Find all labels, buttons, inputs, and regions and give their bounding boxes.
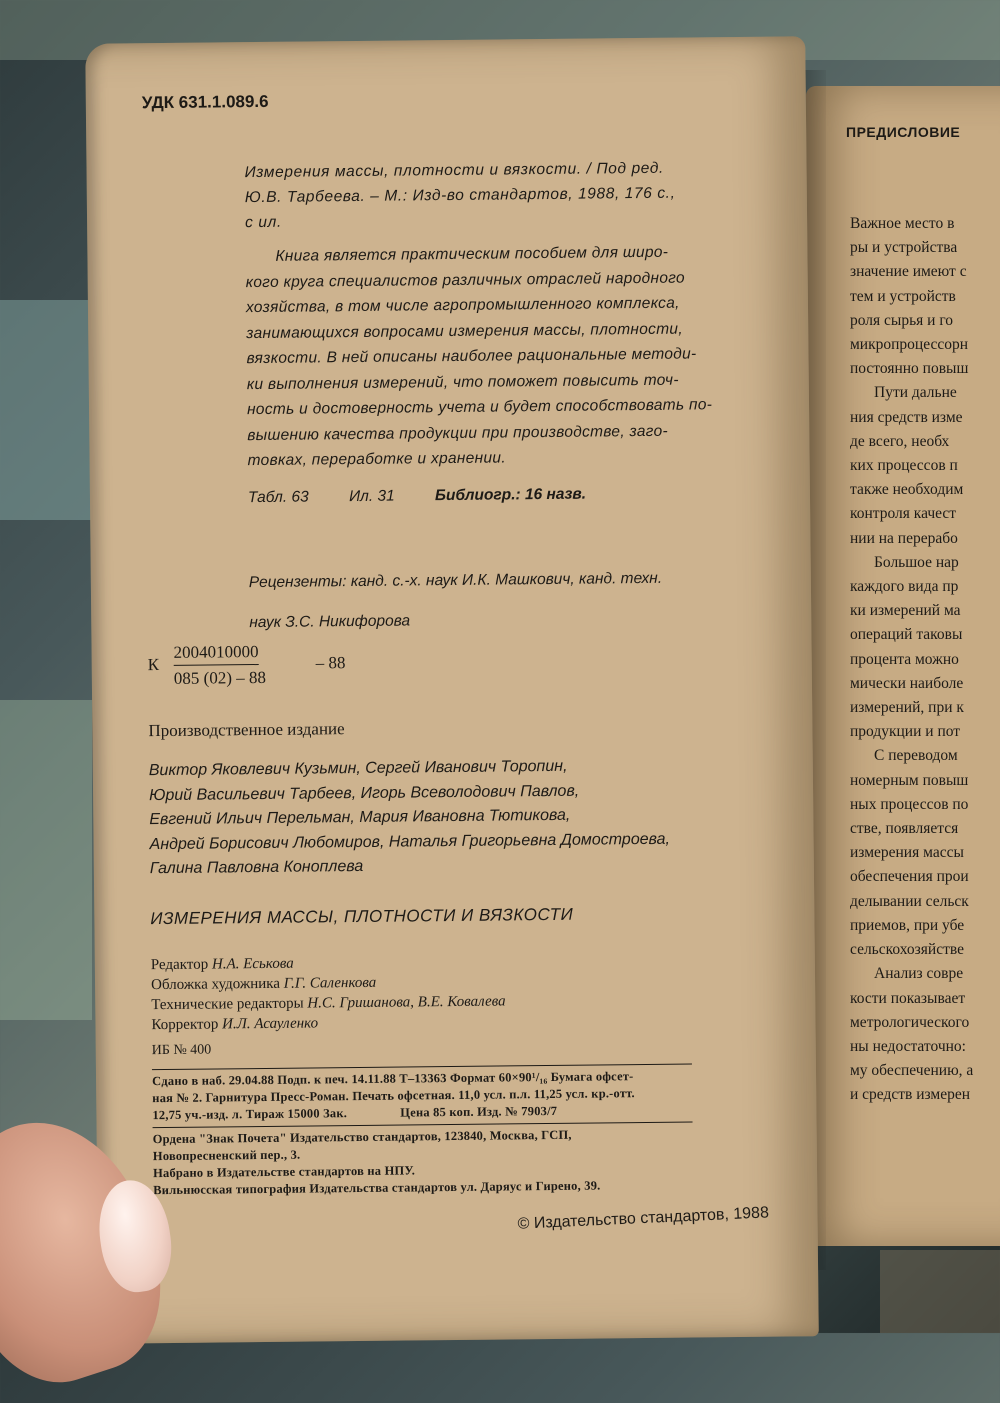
credit-name: Г.Г. Саленкова — [283, 974, 377, 992]
printing-line: 12,75 уч.-изд. л. Тираж 15000 Зак. Цена 85 коп. Изд. № 7903/7 — [152, 1103, 558, 1123]
credit-role: Редактор — [150, 956, 209, 974]
price-code-tail: – 88 — [315, 653, 346, 673]
reviewers-line: Рецензенты: канд. с.-х. наук И.К. Машкович, канд. техн. — [248, 569, 663, 591]
right-page-line: ких процессов п — [850, 457, 958, 475]
blanket-left-patch-lower — [0, 700, 92, 1020]
counts-line — [248, 485, 622, 507]
illustrations-count: Ил. 31 — [348, 487, 395, 506]
bibliography-count: Библиогр.: 16 назв. — [434, 485, 587, 505]
biblio-line: с ил. — [245, 213, 282, 232]
biblio-line: Измерения массы, плотности и вязкости. / Под ред. — [244, 159, 664, 182]
price-code-numerator: 2004010000 — [173, 642, 258, 666]
right-page-line: де всего, необх — [850, 432, 950, 450]
right-page-line: контроля качест — [850, 505, 957, 523]
abstract-line: кого круга специалистов различных отраслей народного — [245, 269, 685, 291]
credit-role: Корректор — [151, 1016, 219, 1034]
authors-line: Виктор Яковлевич Кузьмин, Сергей Иванович Торопин, — [148, 757, 568, 780]
right-page-line: номерным повыш — [850, 771, 969, 789]
abstract-line: ки выполнения измерений, что поможет повысить точ- — [246, 371, 679, 393]
bibliographic-record — [244, 156, 675, 236]
reviewers-line: наук З.С. Никифорова — [249, 612, 411, 632]
reviewers — [249, 550, 663, 651]
abstract-line: занимающихся вопросами измерения массы, плотности, — [246, 320, 683, 342]
publisher-line: Новопресненский пер., 3. — [152, 1147, 301, 1164]
authors-line: Евгений Ильич Перельман, Мария Ивановна Тютикова, — [149, 806, 571, 829]
publisher-line: Ордена "Знак Почета" Издательство стандартов, 123840, Москва, ГСП, — [152, 1127, 572, 1147]
right-page-line: микропроцессорн — [850, 336, 969, 354]
tables-count: Табл. 63 — [247, 488, 309, 507]
price-code-denominator: 085 (02) – 88 — [173, 667, 267, 688]
copyright: © Издательство стандартов, 1988 — [517, 1204, 770, 1233]
credit-role: Технические редакторы — [151, 995, 304, 1014]
right-page — [806, 86, 1000, 1246]
printing-line: Сдано в наб. 29.04.88 Подп. к печ. 14.11.88 Т–13363 Формат 60×90¹/₁₆ Бумага офсет- — [152, 1069, 634, 1089]
credits — [151, 951, 506, 1035]
right-page-line: тем и устройств — [850, 287, 956, 305]
abstract-line: вязкости. В ней описаны наиболее рациональные методи- — [246, 345, 697, 368]
authors-line: Галина Павловна Коноплева — [149, 857, 364, 878]
right-page-line: каждого вида пр — [850, 578, 959, 596]
right-page-line: му обеспечению, а — [850, 1062, 974, 1080]
right-page-line: нии на перерабо — [850, 529, 958, 547]
right-page-line: ки измерений ма — [850, 602, 961, 620]
abstract-line: хозяйства, в том числе агропромышленного комплекса, — [245, 294, 680, 317]
abstract-line: товках, переработке и хранении. — [247, 449, 506, 470]
right-page-line: ных процессов по — [850, 795, 969, 813]
right-page-line: роля сырья и го — [850, 311, 954, 329]
right-page-line: ны недостаточно: — [850, 1037, 966, 1055]
edition-type: Производственное издание — [148, 719, 345, 741]
right-page-line: значение имеют с — [850, 263, 967, 281]
right-page-line: стве, появляется — [850, 820, 959, 838]
credit-proofreader — [151, 1011, 506, 1035]
blanket-bottom-right — [880, 1250, 1000, 1333]
left-page — [85, 36, 819, 1343]
right-page-line: операций таковы — [850, 626, 963, 644]
credit-role: Обложка художника — [150, 975, 281, 994]
right-page-line: сельскохозяйстве — [850, 941, 964, 959]
right-page-line: Важное место в — [850, 215, 955, 232]
right-page-line: продукции и пот — [850, 723, 961, 741]
right-page-line: С переводом — [874, 747, 958, 765]
abstract-line: ность и достоверность учета и будет способствовать по- — [246, 396, 713, 419]
right-page-line: измерения массы — [850, 844, 964, 862]
authors-line: Андрей Борисович Любомиров, Наталья Григорьевна Домостроева, — [149, 830, 671, 853]
credit-name: Н.А. Еськова — [211, 955, 294, 973]
right-page-heading: ПРЕДИСЛОВИЕ — [846, 124, 961, 140]
abstract-line: Книга является практическим пособием для широ- — [275, 243, 669, 265]
right-page-line: делывании сельск — [850, 892, 969, 910]
book-title: ИЗМЕРЕНИЯ МАССЫ, ПЛОТНОСТИ И ВЯЗКОСТИ — [150, 904, 574, 929]
right-page-line: обеспечения прои — [850, 868, 969, 886]
credit-name: И.Л. Асауленко — [222, 1015, 319, 1033]
authors-line: Юрий Васильевич Тарбеев, Игорь Всеволодович Павлов, — [148, 782, 580, 804]
right-page-line: измерений, при к — [850, 699, 964, 717]
right-page-line: мически наиболе — [850, 674, 964, 692]
credit-name: Н.С. Гришанова, В.Е. Ковалева — [307, 993, 506, 1012]
authors-list — [149, 754, 671, 882]
right-page-body — [850, 212, 973, 1108]
right-page-line: ры и устройства — [850, 239, 958, 257]
publisher-line: Вильнюсская типография Издательства стандартов ул. Даряус и Гирено, 39. — [153, 1178, 601, 1198]
right-page-line: процента можно — [850, 650, 959, 668]
right-page-line: также необходим — [850, 481, 964, 499]
abstract — [245, 239, 713, 473]
right-page-line: Большое нар — [874, 553, 959, 571]
right-page-line: ния средств изме — [850, 408, 963, 426]
blanket-left-patch — [0, 300, 92, 520]
udk-code: УДК 631.1.089.6 — [141, 91, 269, 113]
biblio-line: Ю.В. Тарбеева. – М.: Изд-во стандартов, 1988, 176 с., — [244, 184, 676, 207]
credit-tech-editors — [151, 991, 506, 1015]
right-page-line: приемов, при убе — [850, 916, 965, 934]
printing-details — [152, 1061, 693, 1200]
ib-number: ИБ № 400 — [151, 1042, 212, 1059]
right-page-line: Пути дальне — [874, 384, 957, 402]
printing-line: ная № 2. Гарнитура Пресс-Роман. Печать офсетная. 11,0 усл. п.л. 11,25 усл. кр.-отт. — [152, 1086, 635, 1106]
right-page-line: и средств измерен — [850, 1086, 971, 1104]
right-page-line: кости показывает — [850, 989, 966, 1007]
right-page-line: постоянно повыш — [850, 360, 969, 378]
abstract-line: вышению качества продукции при производстве, заго- — [247, 422, 668, 444]
right-page-line: метрологического — [850, 1013, 970, 1031]
price-code-k: К — [147, 655, 160, 675]
publisher-line: Набрано в Издательстве стандартов на НПУ. — [152, 1163, 416, 1181]
right-page-line: Анализ совре — [874, 965, 964, 983]
